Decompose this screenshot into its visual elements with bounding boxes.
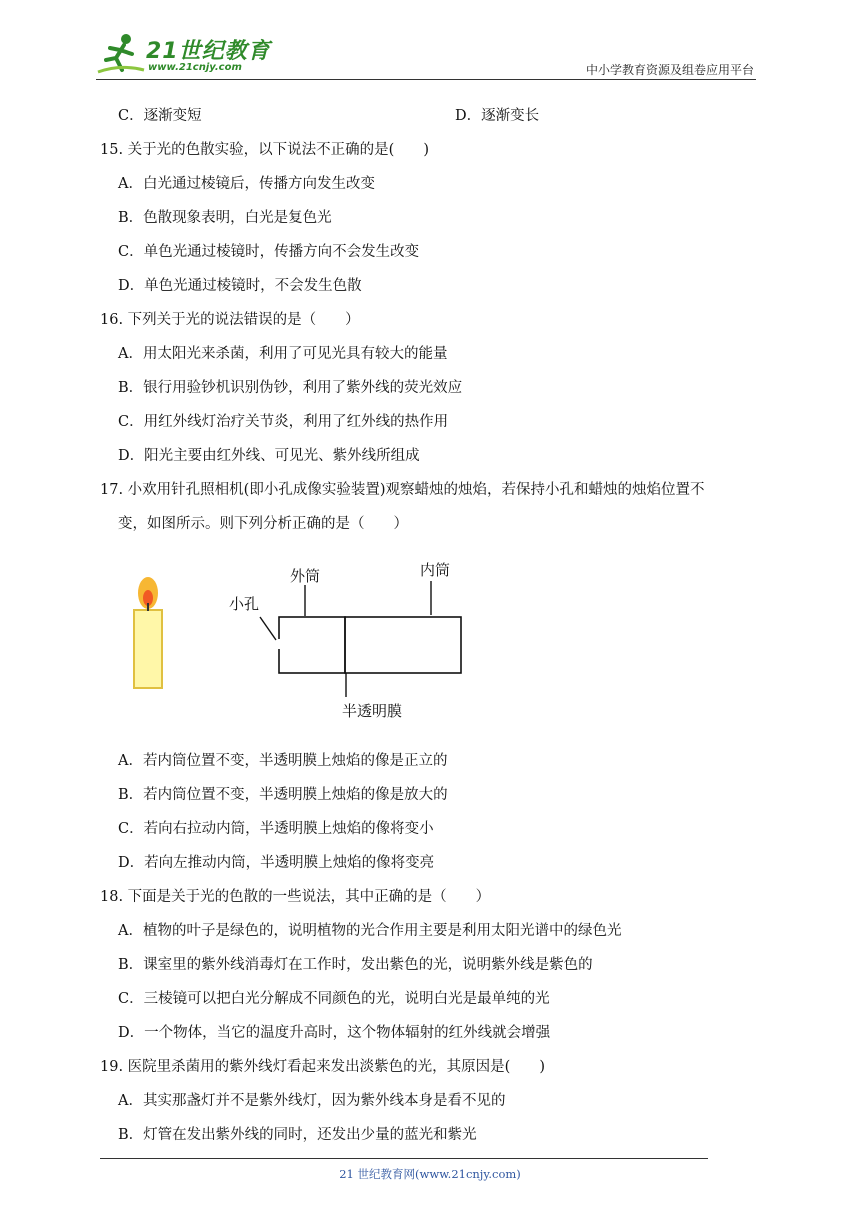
q17-option-d: D．若向左推动内筒，半透明膜上烛焰的像将变亮 bbox=[118, 855, 435, 871]
q18-option-d: D．一个物体，当它的温度升高时，这个物体辐射的红外线就会增强 bbox=[118, 1025, 551, 1041]
label-inner-tube: 内筒 bbox=[420, 561, 451, 579]
inner-tube bbox=[345, 617, 461, 673]
q18-option-b: B．课室里的紫外线消毒灯在工作时，发出紫色的光，说明紫外线是紫色的 bbox=[118, 957, 593, 973]
q16-option-c: C．用红外线灯治疗关节炎，利用了红外线的热作用 bbox=[118, 414, 449, 430]
q17-option-b: B．若内筒位置不变，半透明膜上烛焰的像是放大的 bbox=[118, 787, 448, 803]
logo-text: 21世纪教育 bbox=[146, 39, 271, 64]
q17-option-c: C．若向右拉动内筒，半透明膜上烛焰的像将变小 bbox=[118, 821, 434, 837]
option-d-prev: D．逐渐变长 bbox=[455, 108, 540, 124]
question-16: 16. 下列关于光的说法错误的是（ ） bbox=[100, 312, 360, 328]
q17-option-a: A．若内筒位置不变，半透明膜上烛焰的像是正立的 bbox=[118, 753, 448, 769]
outer-tube bbox=[279, 617, 345, 673]
header-divider bbox=[96, 79, 756, 80]
site-logo bbox=[96, 30, 286, 76]
footer-text[interactable]: 21 世纪教育网(www.21cnjy.com) bbox=[339, 1167, 521, 1181]
question-17: 17. 小欢用针孔照相机(即小孔成像实验装置)观察蜡烛的烛焰，若保持小孔和蜡烛的烛焰位置不 bbox=[100, 482, 705, 498]
page-header bbox=[96, 30, 756, 82]
q16-option-a: A．用太阳光来杀菌，利用了可见光具有较大的能量 bbox=[118, 346, 448, 362]
q16-option-d: D．阳光主要由红外线、可见光、紫外线所组成 bbox=[118, 448, 420, 464]
q15-option-c: C．单色光通过棱镜时，传播方向不会发生改变 bbox=[118, 244, 420, 260]
candle-icon bbox=[134, 577, 162, 688]
question-17-cont: 变，如图所示。则下列分析正确的是（ ） bbox=[118, 516, 408, 532]
q16-option-b: B．银行用验钞机识别伪钞，利用了紫外线的荧光效应 bbox=[118, 380, 463, 396]
header-platform-text: 中小学教育资源及组卷应用平台 bbox=[585, 63, 754, 77]
q19-option-b: B．灯管在发出紫外线的同时，还发出少量的蓝光和紫光 bbox=[118, 1127, 477, 1143]
q18-option-c: C．三棱镜可以把白光分解成不同颜色的光，说明白光是最单纯的光 bbox=[118, 991, 550, 1007]
label-film: 半透明膜 bbox=[342, 702, 403, 720]
q19-option-a: A．其实那盏灯并不是紫外线灯，因为紫外线本身是看不见的 bbox=[118, 1093, 506, 1109]
q18-option-a: A．植物的叶子是绿色的，说明植物的光合作用主要是利用太阳光谱中的绿色光 bbox=[118, 923, 622, 939]
label-pinhole: 小孔 bbox=[229, 595, 260, 613]
question-18: 18. 下面是关于光的色散的一些说法，其中正确的是（ ） bbox=[100, 889, 491, 905]
footer-divider bbox=[100, 1158, 708, 1159]
pinhole-camera-figure bbox=[128, 555, 478, 725]
option-c-prev: C．逐渐变短 bbox=[118, 108, 202, 124]
logo-url: www.21cnjy.com bbox=[148, 62, 242, 73]
q15-option-b: B．色散现象表明，白光是复色光 bbox=[118, 210, 332, 226]
q15-option-a: A．白光通过棱镜后，传播方向发生改变 bbox=[118, 176, 375, 192]
question-19: 19. 医院里杀菌用的紫外线灯看起来发出淡紫色的光，其原因是( ) bbox=[100, 1059, 545, 1075]
runner-logo-icon bbox=[96, 30, 146, 76]
question-15: 15. 关于光的色散实验，以下说法不正确的是( ) bbox=[100, 142, 429, 158]
label-outer-tube: 外筒 bbox=[290, 567, 321, 585]
q15-option-d: D．单色光通过棱镜时，不会发生色散 bbox=[118, 278, 362, 294]
